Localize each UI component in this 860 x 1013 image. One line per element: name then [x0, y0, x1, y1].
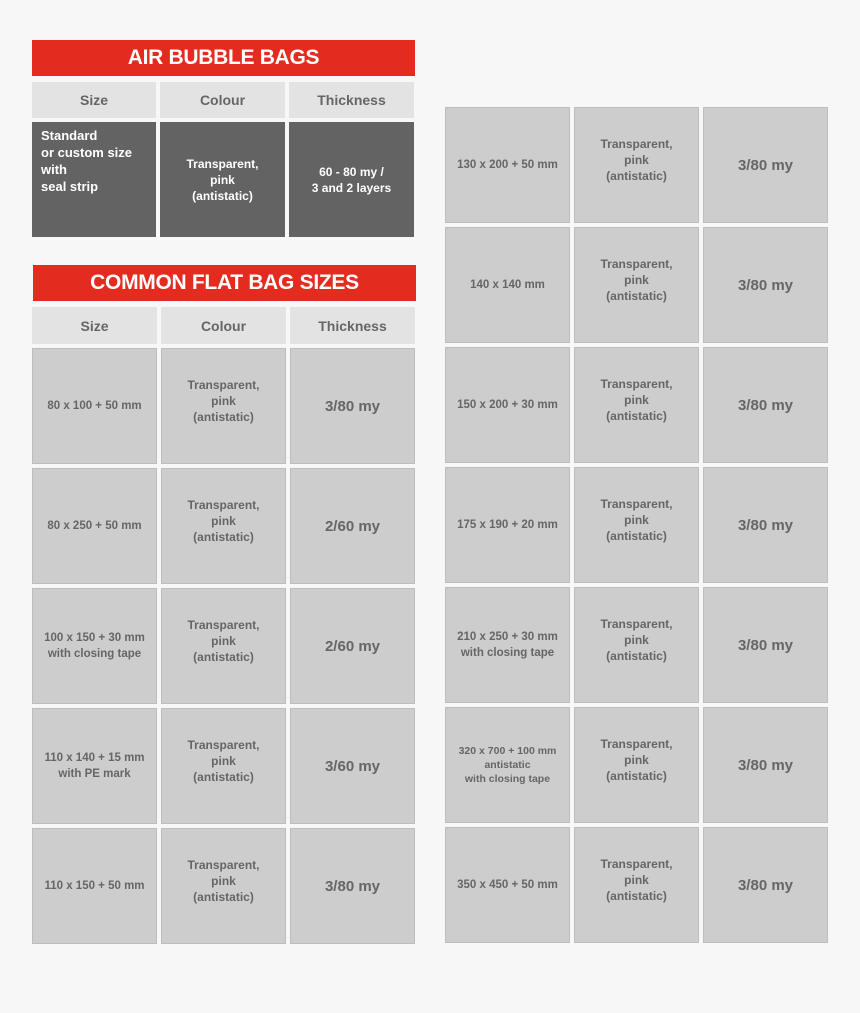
size-cell: 150 x 200 + 30 mm	[445, 347, 570, 463]
flat-bag-sizes-table	[32, 307, 415, 944]
colour-cell: Transparent, pink (antistatic)	[161, 828, 286, 944]
flat-bag-sizes-title: COMMON FLAT BAG SIZES	[33, 265, 416, 301]
air-bubble-size-cell: Standard or custom size with seal strip	[32, 122, 156, 237]
thickness-cell: 3/80 my	[290, 348, 415, 464]
size-cell: 210 x 250 + 30 mm with closing tape	[445, 587, 570, 703]
column-header-colour: Colour	[160, 82, 285, 118]
size-cell: 80 x 100 + 50 mm	[32, 348, 157, 464]
column-header-colour: Colour	[161, 307, 286, 344]
thickness-cell: 3/80 my	[703, 107, 828, 223]
thickness-cell: 3/80 my	[703, 467, 828, 583]
flat-bag-sizes-table-continued	[445, 107, 828, 943]
air-bubble-colour-cell: Transparent, pink (antistatic)	[160, 122, 285, 237]
thickness-cell: 3/80 my	[703, 587, 828, 703]
colour-cell: Transparent, pink (antistatic)	[574, 707, 699, 823]
thickness-cell: 3/80 my	[703, 227, 828, 343]
air-bubble-thickness-cell: 60 - 80 my / 3 and 2 layers	[289, 122, 414, 237]
air-bubble-bags-title: AIR BUBBLE BAGS	[32, 40, 415, 76]
colour-cell: Transparent, pink (antistatic)	[161, 708, 286, 824]
column-header-thickness: Thickness	[290, 307, 415, 344]
size-cell: 320 x 700 + 100 mm antistatic with closing tape	[445, 707, 570, 823]
thickness-cell: 3/80 my	[703, 707, 828, 823]
size-cell: 140 x 140 mm	[445, 227, 570, 343]
column-header-thickness: Thickness	[289, 82, 414, 118]
colour-cell: Transparent, pink (antistatic)	[574, 467, 699, 583]
colour-cell: Transparent, pink (antistatic)	[161, 348, 286, 464]
size-cell: 130 x 200 + 50 mm	[445, 107, 570, 223]
column-header-size: Size	[32, 82, 156, 118]
colour-cell: Transparent, pink (antistatic)	[574, 827, 699, 943]
thickness-cell: 2/60 my	[290, 588, 415, 704]
colour-cell: Transparent, pink (antistatic)	[574, 107, 699, 223]
colour-cell: Transparent, pink (antistatic)	[161, 588, 286, 704]
thickness-cell: 3/80 my	[290, 828, 415, 944]
colour-cell: Transparent, pink (antistatic)	[574, 587, 699, 703]
size-cell: 100 x 150 + 30 mm with closing tape	[32, 588, 157, 704]
air-bubble-table	[32, 82, 414, 237]
thickness-cell: 3/80 my	[703, 347, 828, 463]
size-cell: 110 x 150 + 50 mm	[32, 828, 157, 944]
thickness-cell: 3/60 my	[290, 708, 415, 824]
thickness-cell: 2/60 my	[290, 468, 415, 584]
colour-cell: Transparent, pink (antistatic)	[574, 347, 699, 463]
thickness-cell: 3/80 my	[703, 827, 828, 943]
size-cell: 350 x 450 + 50 mm	[445, 827, 570, 943]
column-header-size: Size	[32, 307, 157, 344]
colour-cell: Transparent, pink (antistatic)	[161, 468, 286, 584]
size-cell: 175 x 190 + 20 mm	[445, 467, 570, 583]
colour-cell: Transparent, pink (antistatic)	[574, 227, 699, 343]
size-cell: 110 x 140 + 15 mm with PE mark	[32, 708, 157, 824]
size-cell: 80 x 250 + 50 mm	[32, 468, 157, 584]
